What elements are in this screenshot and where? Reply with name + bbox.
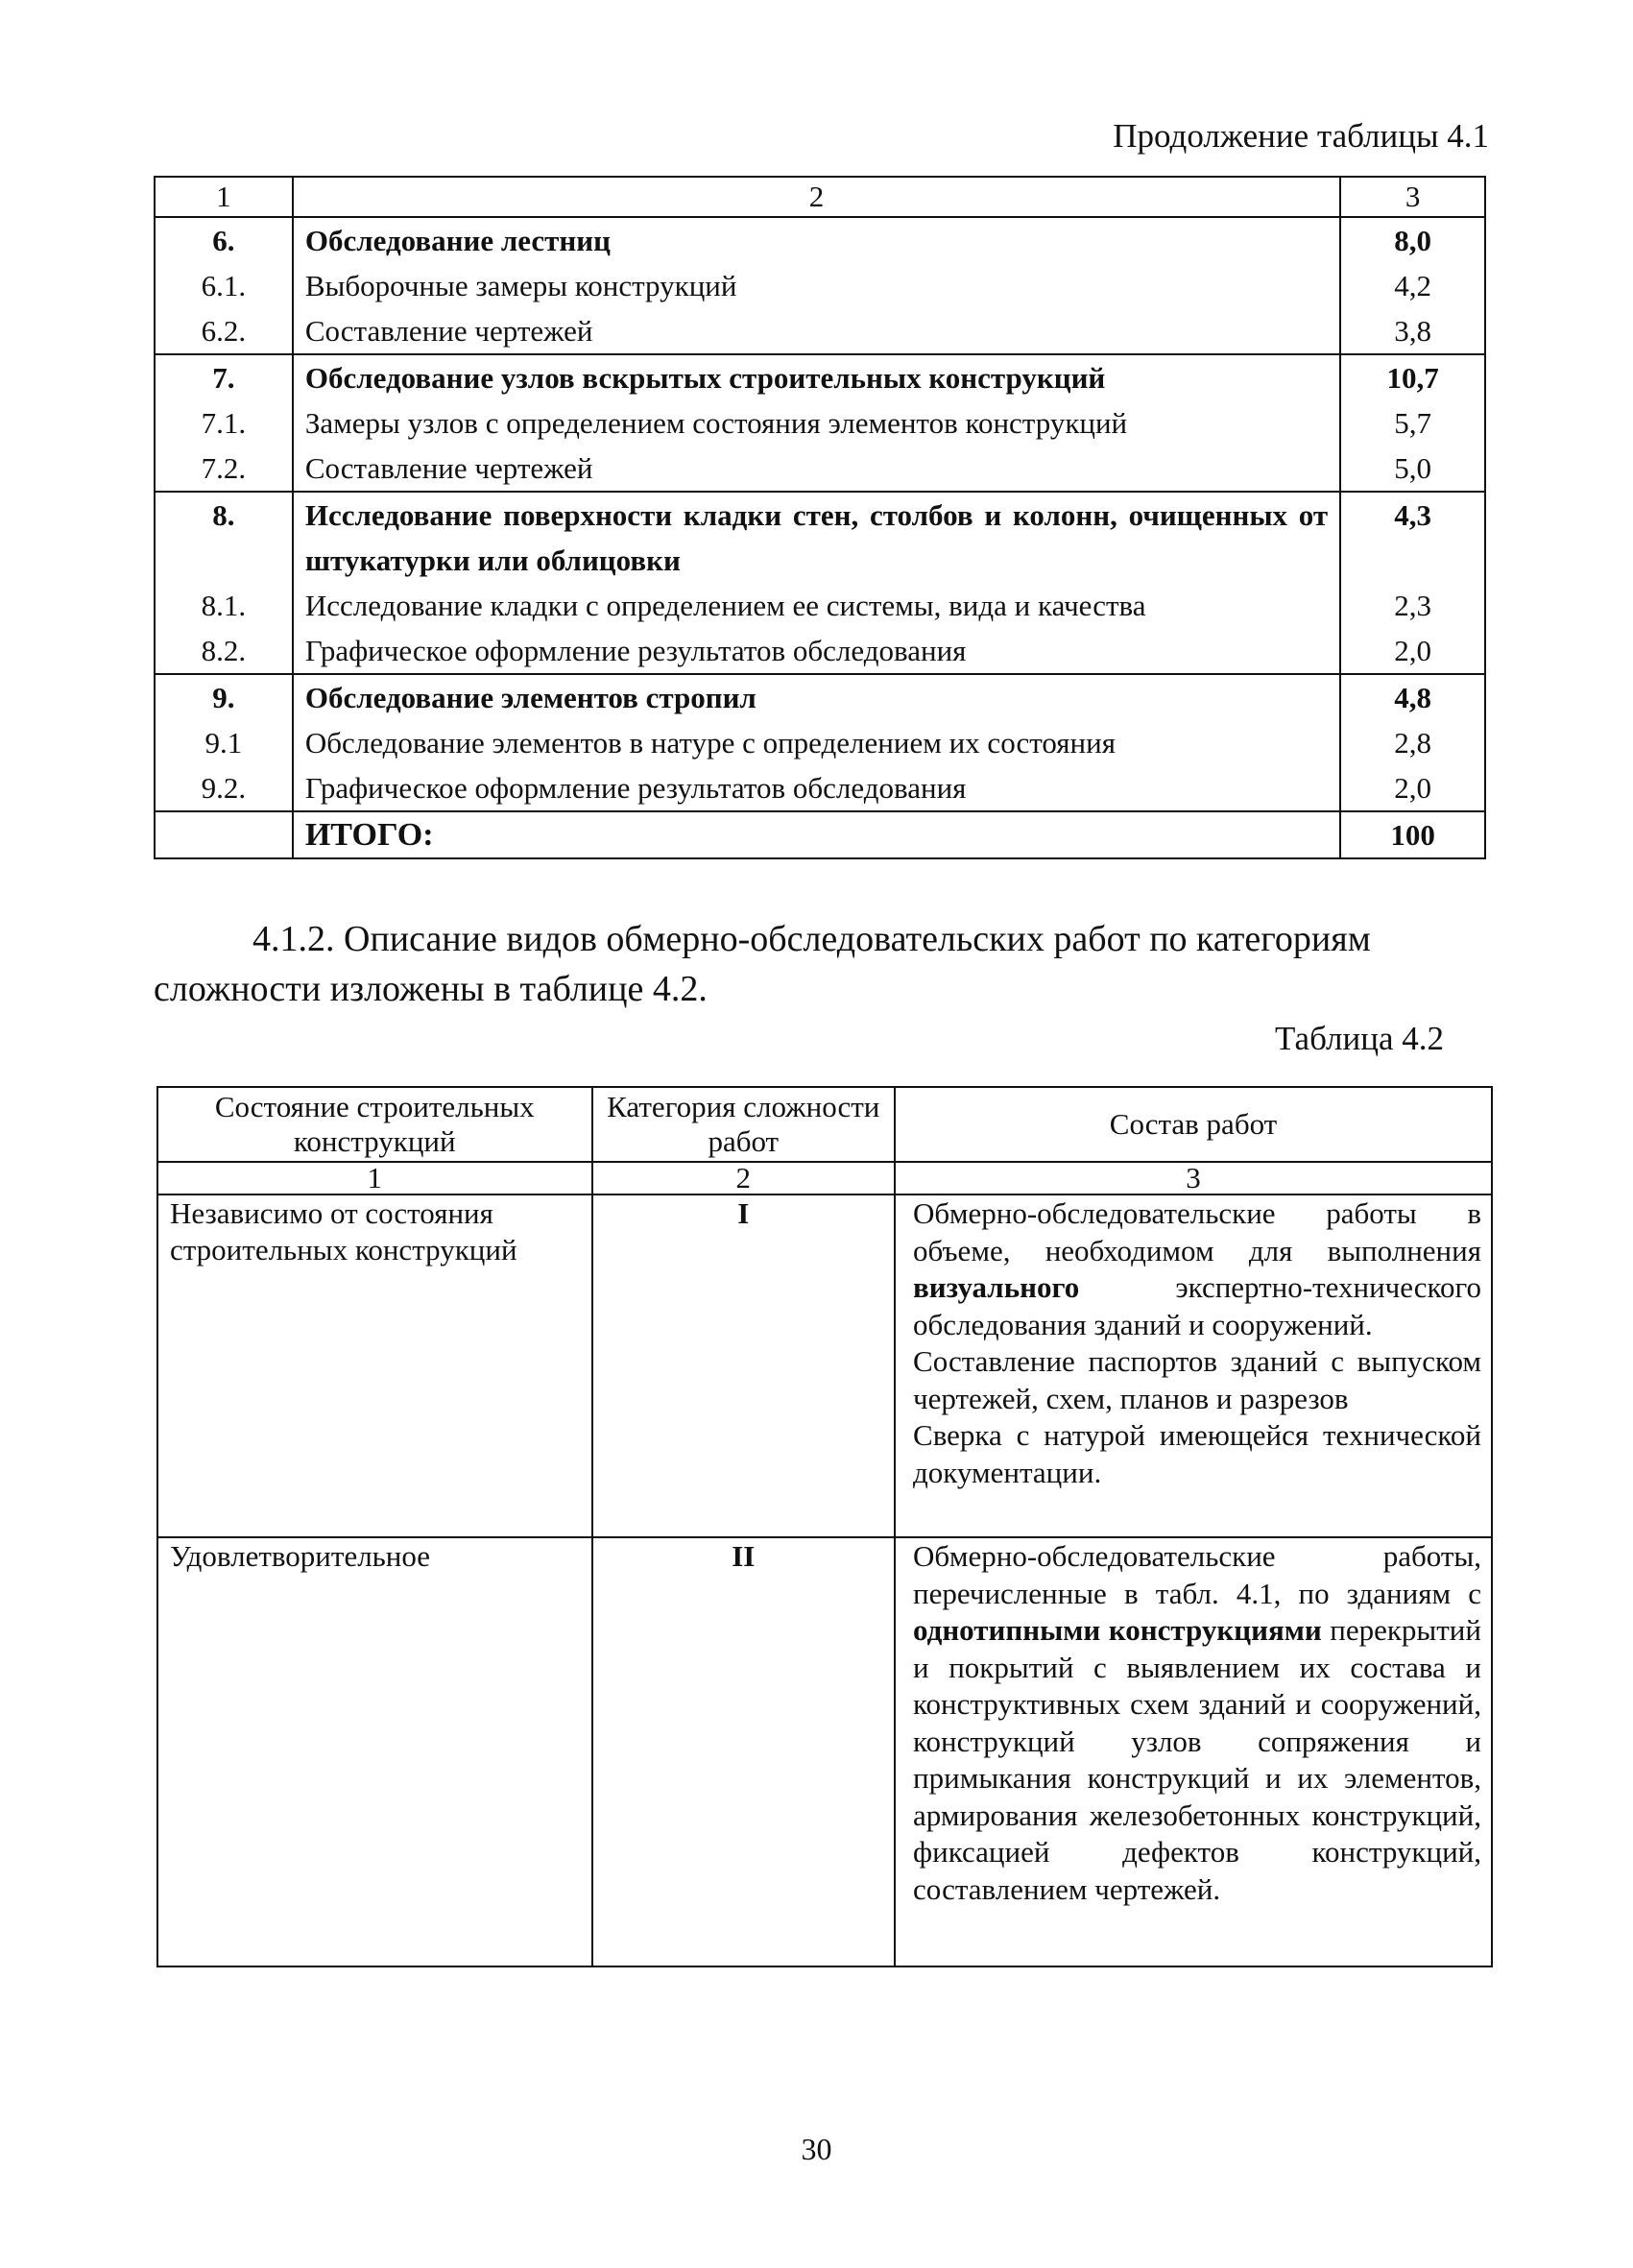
works-text: Обмерно-обследовательские работы в объеме, необходимом для выполнения [913, 1196, 1481, 1267]
column-number-row [157, 1162, 1492, 1194]
item-text: Выборочные замеры конструкций [293, 263, 1340, 308]
table-row [155, 263, 1485, 308]
item-text: Графическое оформление результатов обследования [293, 765, 1340, 811]
header-col-3: 3 [1340, 177, 1485, 217]
category-cell: II [592, 1537, 896, 1966]
header-col-2: 2 [293, 177, 1340, 217]
works-text: Обмерно-обследовательские работы, перечисленные в табл. 4.1, по зданиям с [913, 1539, 1481, 1610]
section-number: 6. [155, 217, 293, 263]
table-continuation-caption: Продолжение таблицы 4.1 [1113, 117, 1489, 155]
item-number: 9.2. [155, 765, 293, 811]
table-header-row [157, 1087, 1492, 1162]
works-paragraph: Составление паспортов зданий с выпуском чертежей, схем, планов и разрезов [913, 1344, 1481, 1415]
works-cell [895, 1194, 1492, 1537]
table-row [155, 308, 1485, 354]
section-value: 4,3 [1340, 492, 1485, 583]
works-bold-text: однотипными конструкциями [913, 1613, 1322, 1647]
header-col-1: 1 [155, 177, 293, 217]
section-value: 4,8 [1340, 674, 1485, 720]
item-number: 8.1. [155, 583, 293, 628]
table-header-row [155, 177, 1485, 217]
total-label: ИТОГО: [293, 811, 1340, 858]
table-row-group [155, 217, 1485, 263]
section-paragraph [154, 914, 1490, 1014]
item-text: Исследование кладки с определением ее системы, вида и качества [293, 583, 1340, 628]
table-row [155, 400, 1485, 446]
section-title: Обследование элементов стропил [293, 674, 1340, 720]
table-row [157, 1194, 1492, 1537]
table-4-2 [156, 1086, 1493, 1967]
item-value: 3,8 [1340, 308, 1485, 354]
state-cell: Независимо от состояния строительных конструкций [157, 1194, 592, 1537]
item-text: Обследование элементов в натуре с определением их состояния [293, 720, 1340, 765]
section-title: Исследование поверхности кладки стен, столбов и колонн, очищенных от штукатурки или облицовки [293, 492, 1340, 583]
item-number: 8.2. [155, 628, 293, 674]
item-text: Составление чертежей [293, 308, 1340, 354]
table-caption: Таблица 4.2 [1275, 1020, 1444, 1057]
works-bold-text: визуального [913, 1270, 1080, 1304]
section-value: 10,7 [1340, 354, 1485, 400]
total-value: 100 [1340, 811, 1485, 858]
works-cell [895, 1537, 1492, 1966]
table-row-group [155, 492, 1485, 583]
section-title: Обследование узлов вскрытых строительных конструкций [293, 354, 1340, 400]
works-text: экспертно-технического обследования зданий и сооружений. [913, 1270, 1481, 1341]
header-category: Категория сложности работ [592, 1087, 896, 1162]
total-empty-cell [155, 811, 293, 858]
table-row [155, 583, 1485, 628]
table-row [155, 765, 1485, 811]
section-number: 7. [155, 354, 293, 400]
section-number: 9. [155, 674, 293, 720]
column-number: 3 [895, 1162, 1492, 1194]
header-state: Состояние строительных конструкций [157, 1087, 592, 1162]
section-number: 8. [155, 492, 293, 583]
item-value: 2,3 [1340, 583, 1485, 628]
item-text: Замеры узлов с определением состояния элементов конструкций [293, 400, 1340, 446]
works-paragraph [913, 1195, 1481, 1343]
works-text: перекрытий и покрытий с выявлением их состава и конструктивных схем зданий и сооружений, конструкций узлов сопряжения и примыкания конструкций и их элементов, армирования железобетонных конструкций, фиксацией дефектов конструкций, составлением чертежей. [913, 1613, 1481, 1906]
table-total-row [155, 811, 1485, 858]
paragraph-text: 4.1.2. Описание видов обмерно-обследовательских работ по категориям сложности изложены в таблице 4.2. [154, 919, 1371, 1009]
table-row [155, 628, 1485, 674]
works-paragraph [913, 1538, 1481, 1908]
table-row [157, 1537, 1492, 1966]
category-cell: I [592, 1194, 896, 1537]
table-row-group [155, 674, 1485, 720]
table-row [155, 720, 1485, 765]
item-number: 6.1. [155, 263, 293, 308]
section-value: 8,0 [1340, 217, 1485, 263]
item-number: 7.2. [155, 446, 293, 492]
table-4-1-continuation [154, 176, 1486, 859]
item-value: 2,0 [1340, 628, 1485, 674]
item-value: 5,0 [1340, 446, 1485, 492]
section-title: Обследование лестниц [293, 217, 1340, 263]
item-number: 7.1. [155, 400, 293, 446]
table-row-group [155, 354, 1485, 400]
item-number: 6.2. [155, 308, 293, 354]
item-text: Графическое оформление результатов обследования [293, 628, 1340, 674]
table-row [155, 446, 1485, 492]
works-paragraph: Сверка с натурой имеющейся технической документации. [913, 1418, 1481, 1489]
item-text: Составление чертежей [293, 446, 1340, 492]
item-value: 4,2 [1340, 263, 1485, 308]
header-works: Состав работ [895, 1087, 1492, 1162]
item-value: 2,0 [1340, 765, 1485, 811]
state-cell: Удовлетворительное [157, 1537, 592, 1966]
item-value: 5,7 [1340, 400, 1485, 446]
page-number: 30 [801, 2132, 832, 2166]
column-number: 2 [592, 1162, 896, 1194]
item-number: 9.1 [155, 720, 293, 765]
column-number: 1 [157, 1162, 592, 1194]
item-value: 2,8 [1340, 720, 1485, 765]
